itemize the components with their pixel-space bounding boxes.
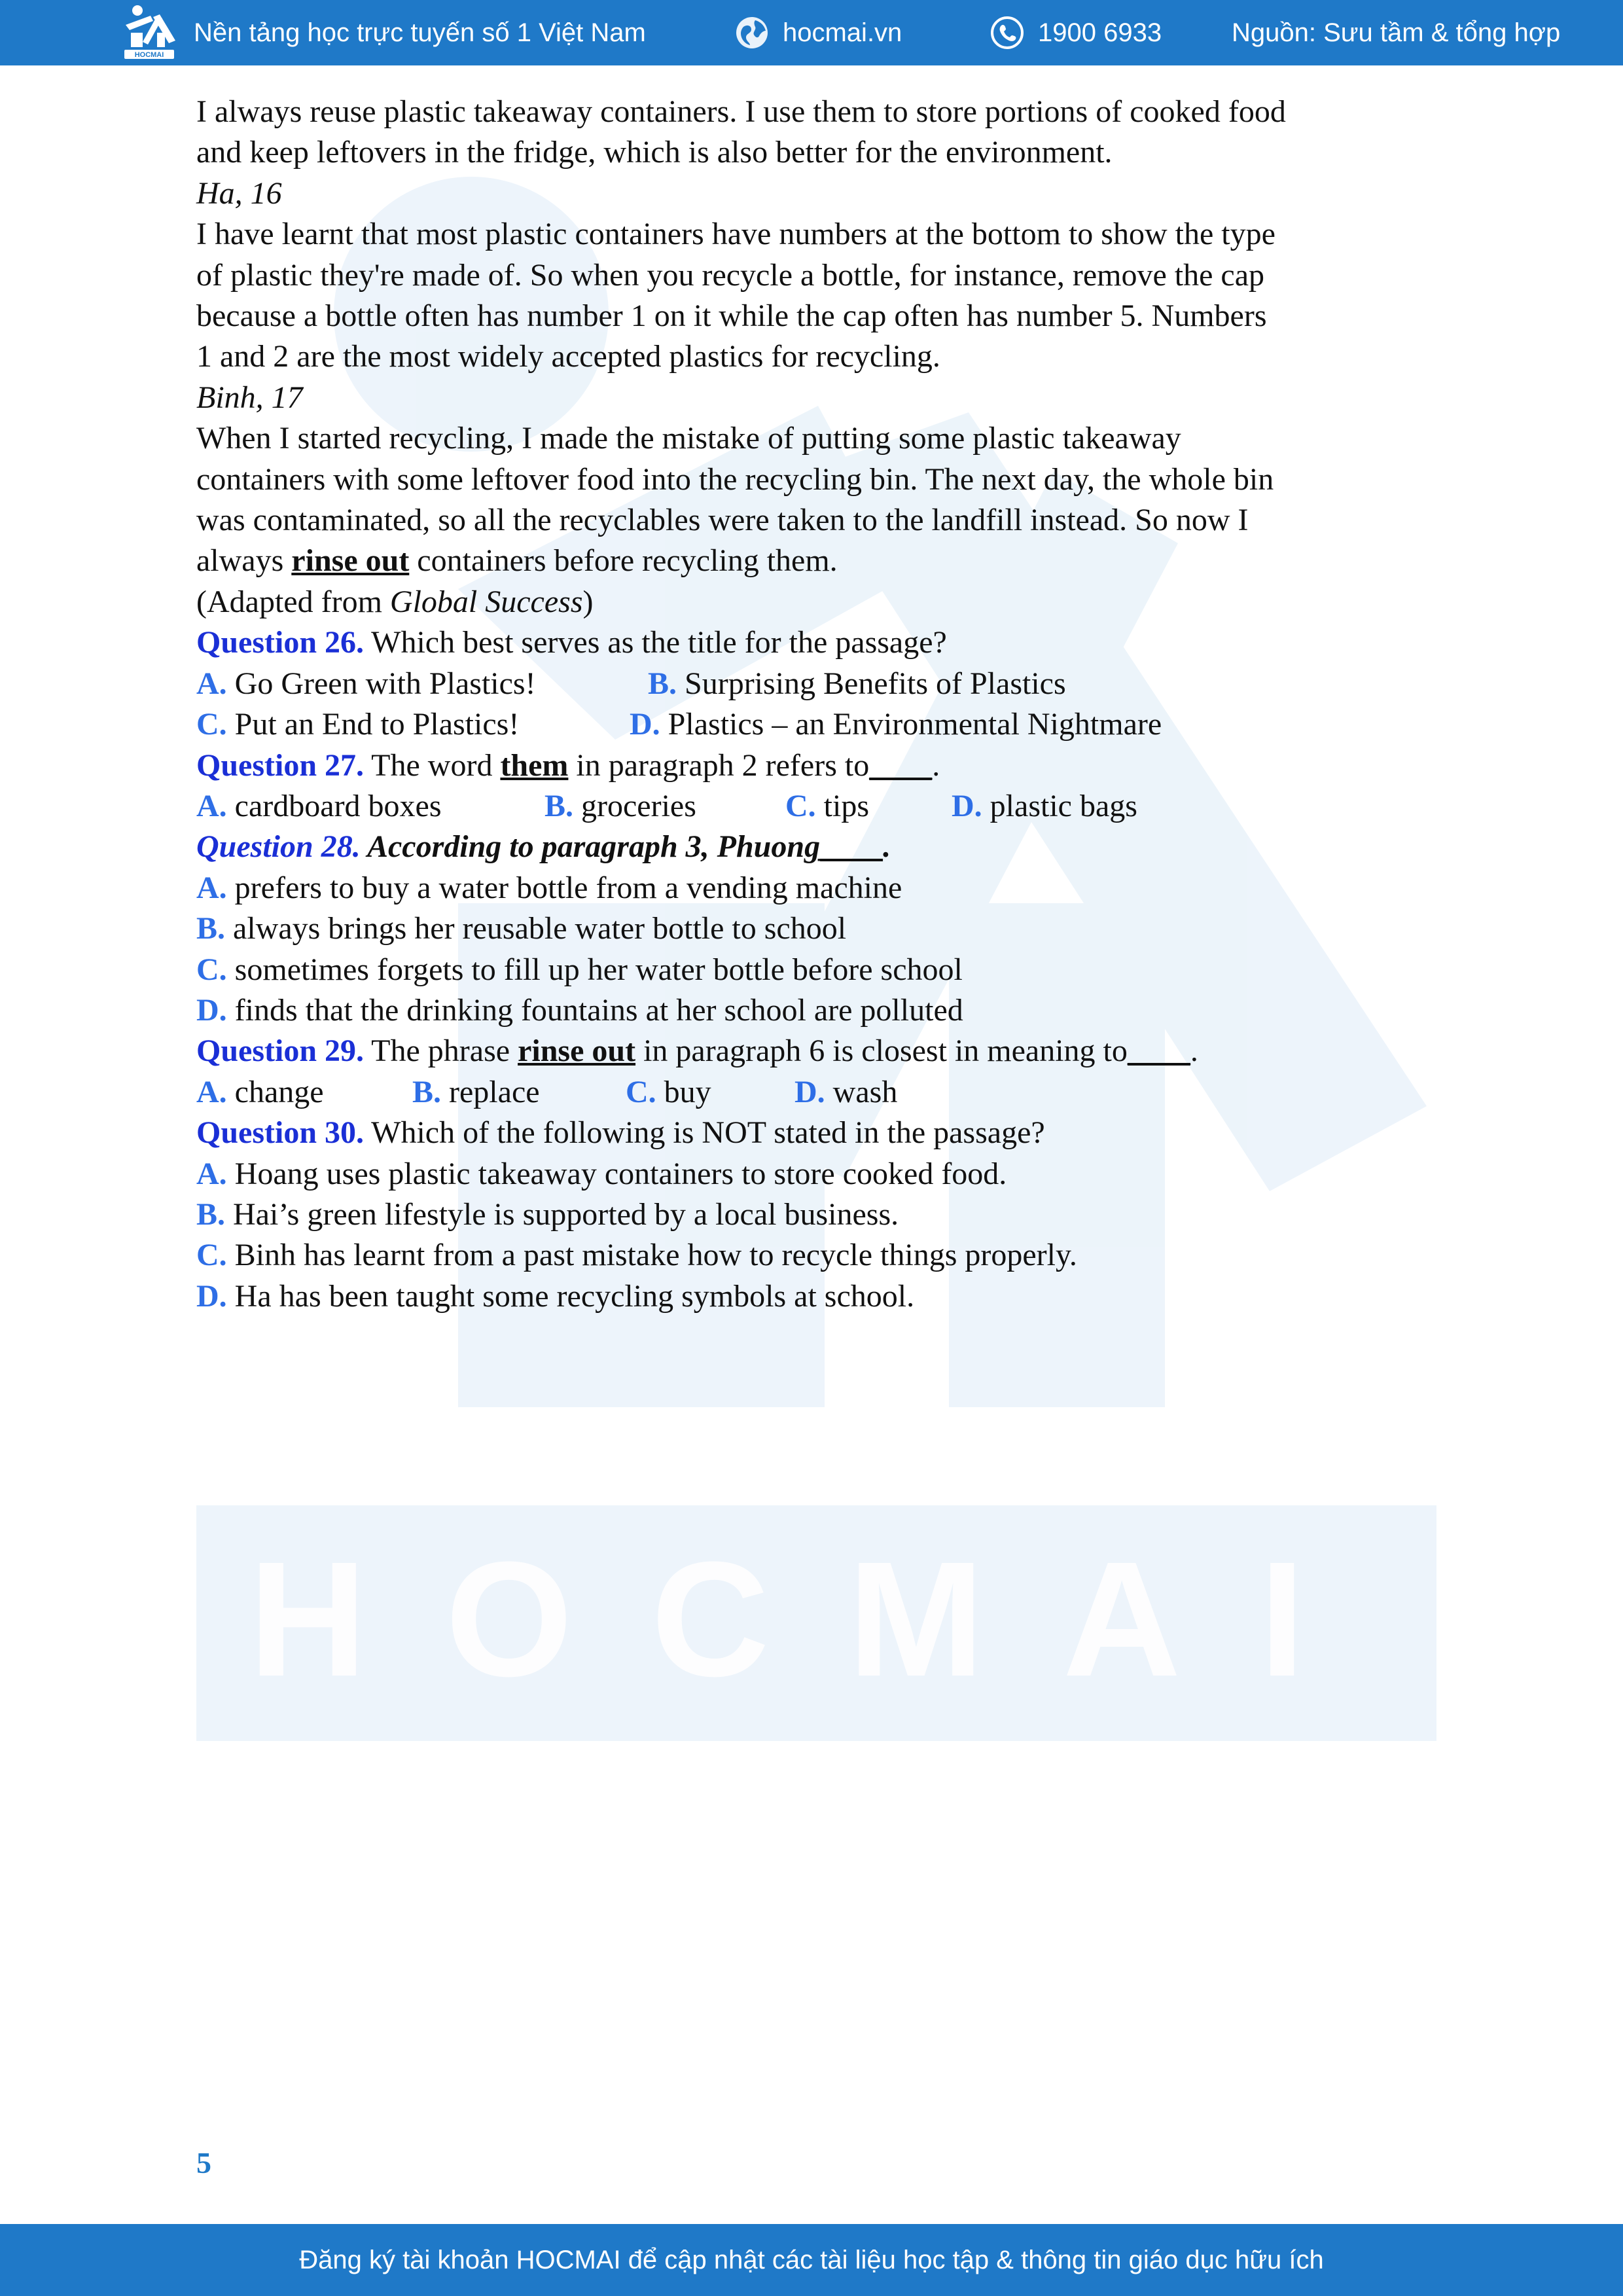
option-letter: D. (952, 788, 982, 823)
option-text: Hai’s green lifestyle is supported by a local business. (225, 1196, 899, 1232)
text-span: always (196, 543, 292, 579)
page-number: 5 (196, 2146, 211, 2179)
passage-line: I always reuse plastic takeaway containers. I use them to store portions of cooked food (196, 94, 1286, 129)
question-text: Which best serves as the title for the passage? (364, 625, 947, 660)
option-a[interactable] (196, 1072, 412, 1113)
option-letter: A. (196, 870, 227, 905)
question-text: According to paragraph 3, Phuong (360, 829, 821, 865)
option-letter: B. (196, 1196, 226, 1232)
source-citation (196, 582, 1440, 622)
option-a[interactable] (196, 1154, 1440, 1194)
question-text: The word (364, 747, 501, 783)
question-end: . (932, 747, 940, 783)
passage-line: because a bottle often has number 1 on it while the cap often has number 5. Numbers (196, 298, 1267, 334)
option-text: Surprising Benefits of Plastics (677, 666, 1066, 701)
author-binh: Binh, 17 (196, 380, 303, 415)
option-letter: D. (794, 1074, 825, 1109)
option-text: Binh has learnt from a past mistake how to recycle things properly. (226, 1238, 1077, 1273)
header-hotline[interactable] (990, 0, 1162, 65)
phone-icon (990, 15, 1025, 50)
option-letter: C. (785, 788, 816, 823)
option-text: buy (656, 1074, 711, 1109)
answer-blank: ____ (820, 829, 883, 865)
passage-line: and keep leftovers in the fridge, which is also better for the environment. (196, 135, 1113, 170)
option-text: always brings her reusable water bottle to school (225, 911, 847, 946)
option-a[interactable] (196, 868, 1440, 908)
option-letter: C. (196, 952, 227, 987)
option-text: prefers to buy a water bottle from a vending machine (226, 870, 902, 905)
passage-line: containers with some leftover food into the recycling bin. The next day, the whole bin (196, 461, 1274, 497)
option-text: sometimes forgets to fill up her water bottle before school (226, 952, 963, 987)
website-text: hocmai.vn (783, 18, 902, 47)
author-ha: Ha, 16 (196, 175, 282, 211)
option-text: Hoang uses plastic takeaway containers to store cooked food. (226, 1156, 1007, 1191)
option-letter: C. (626, 1074, 656, 1109)
option-text: Go Green with Plastics! (226, 666, 536, 701)
option-d[interactable] (196, 1276, 1440, 1317)
option-text: cardboard boxes (226, 788, 442, 823)
question-text: in paragraph 6 is closest in meaning to (635, 1033, 1128, 1069)
option-d[interactable] (196, 990, 1440, 1031)
option-b[interactable] (648, 664, 1066, 704)
question-27 (196, 745, 1440, 786)
text-span: (Adapted from (196, 584, 390, 619)
question-keyword: rinse out (518, 1033, 636, 1069)
book-title: Global Success (389, 584, 583, 619)
option-text: Put an End to Plastics! (226, 707, 520, 742)
option-text: plastic bags (982, 788, 1137, 823)
option-letter: D. (196, 1278, 227, 1314)
text-span: containers before recycling them. (409, 543, 838, 579)
options-row (196, 704, 1440, 745)
hotline-text: 1900 6933 (1038, 18, 1162, 47)
option-letter: D. (196, 992, 227, 1028)
option-letter: C. (196, 1238, 227, 1273)
option-c[interactable] (196, 704, 630, 745)
option-a[interactable] (196, 786, 544, 827)
option-letter: C. (196, 707, 227, 742)
option-c[interactable] (785, 786, 952, 827)
question-label: Question 29. (196, 1033, 365, 1069)
header-source: Nguồn: Sưu tầm & tổng hợp (1232, 18, 1561, 47)
answer-blank: ____ (869, 747, 933, 783)
option-b[interactable] (412, 1072, 626, 1113)
question-text: Which of the following is NOT stated in the passage? (364, 1115, 1045, 1151)
option-b[interactable] (196, 1194, 1440, 1235)
option-c[interactable] (626, 1072, 794, 1113)
option-letter: B. (412, 1074, 442, 1109)
option-text: groceries (573, 788, 696, 823)
header-website[interactable] (734, 0, 902, 65)
options-row (196, 786, 1440, 827)
passage-line: was contaminated, so all the recyclables were taken to the landfill instead. So now I (196, 503, 1249, 538)
question-29 (196, 1031, 1440, 1071)
globe-icon (734, 15, 770, 50)
footer-bar[interactable] (0, 2224, 1623, 2296)
question-label: Question 26. (196, 625, 365, 660)
header-bar (0, 0, 1623, 65)
option-letter: B. (196, 911, 226, 946)
option-text: change (226, 1074, 324, 1109)
option-letter: D. (630, 707, 660, 742)
question-text: in paragraph 2 refers to (568, 747, 870, 783)
passage-line (196, 541, 1440, 581)
question-28 (196, 827, 1440, 867)
rinse-out-highlight: rinse out (291, 543, 410, 579)
options-row (196, 664, 1440, 704)
document-body (196, 92, 1440, 1317)
hocmai-logo-icon (119, 3, 178, 60)
option-text: finds that the drinking fountains at her school are polluted (226, 992, 963, 1028)
question-26 (196, 622, 1440, 663)
question-30 (196, 1113, 1440, 1153)
passage-line: of plastic they're made of. So when you recycle a bottle, for instance, remove the cap (196, 257, 1265, 293)
option-a[interactable] (196, 664, 648, 704)
question-end: . (1190, 1033, 1198, 1069)
option-letter: A. (196, 666, 227, 701)
option-letter: A. (196, 1156, 227, 1191)
question-label: Question 28. (196, 829, 361, 865)
logo-text: HOCMAI (134, 51, 164, 59)
question-text: The phrase (364, 1033, 518, 1069)
option-c[interactable] (196, 950, 1440, 990)
option-letter: A. (196, 1074, 227, 1109)
option-c[interactable] (196, 1235, 1440, 1276)
options-row (196, 1072, 1440, 1113)
text-span: ) (582, 584, 594, 619)
question-label: Question 27. (196, 747, 365, 783)
header-tagline: Nền tảng học trực tuyến số 1 Việt Nam (194, 18, 646, 47)
answer-blank: ____ (1127, 1033, 1190, 1069)
option-letter: A. (196, 788, 227, 823)
passage-line: When I started recycling, I made the mistake of putting some plastic takeaway (196, 421, 1181, 456)
option-text: tips (815, 788, 870, 823)
option-text: Plastics – an Environmental Nightmare (660, 707, 1162, 742)
question-end: . (883, 829, 891, 865)
watermark-text: HOCMAI (249, 1528, 1383, 1710)
passage-line: 1 and 2 are the most widely accepted plastics for recycling. (196, 339, 940, 374)
option-d[interactable] (630, 704, 1162, 745)
question-label: Question 30. (196, 1115, 365, 1151)
option-text: replace (441, 1074, 540, 1109)
option-b[interactable] (196, 908, 1440, 949)
option-text: wash (825, 1074, 898, 1109)
footer-text: Đăng ký tài khoản HOCMAI để cập nhật các tài liệu học tập & thông tin giáo dục hữu ích (299, 2245, 1324, 2274)
passage-line: I have learnt that most plastic containers have numbers at the bottom to show the type (196, 217, 1275, 252)
option-d[interactable] (952, 786, 1137, 827)
option-text: Ha has been taught some recycling symbols at school. (226, 1278, 915, 1314)
option-letter: B. (648, 666, 677, 701)
option-b[interactable] (544, 786, 785, 827)
question-keyword: them (500, 747, 569, 783)
option-d[interactable] (794, 1072, 897, 1113)
option-letter: B. (544, 788, 574, 823)
